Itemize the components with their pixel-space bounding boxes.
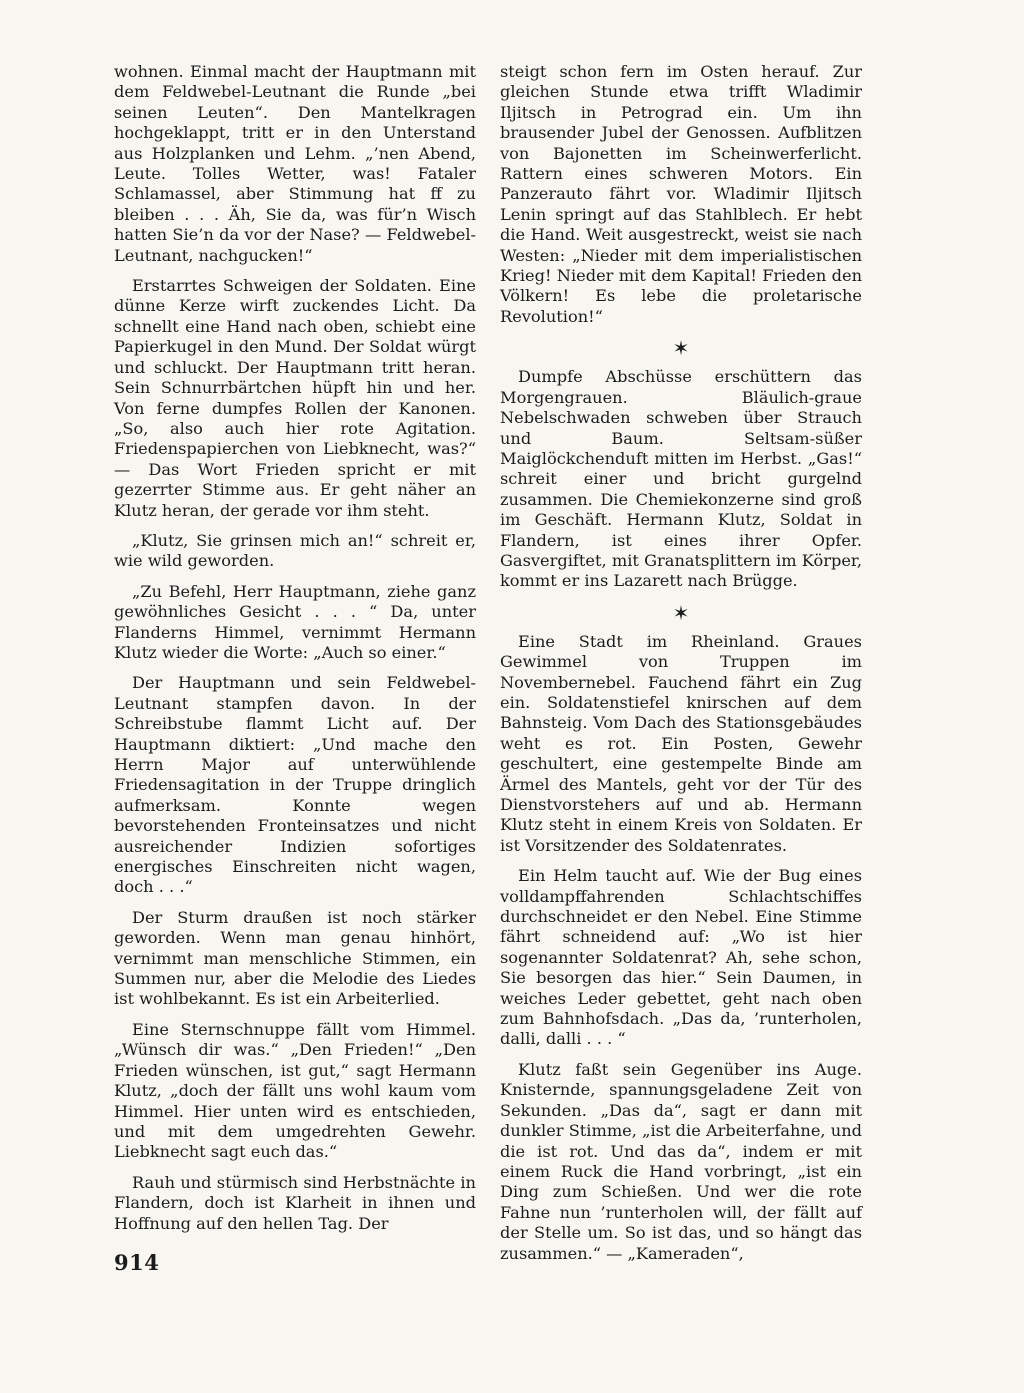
paragraph: Ein Helm taucht auf. Wie der Bug eines volldampffahrenden Schlachtschiffes durchschneidet er den Nebel. Eine Stimme fährt schneidend auf: „Wo ist hier sogenannter Soldatenrat? Ah, sehe schon, Sie besorgen das hier.“ Sein Daumen, in weiches Leder gebettet, geht nach oben zum Bahnhofsdach. „Das da, ’runterholen, dalli, dalli . . . “ [500,866,862,1049]
left-column [114,62,476,1234]
paragraph: „Zu Befehl, Herr Hauptmann, ziehe ganz gewöhnliches Gesicht . . . “ Da, unter Flanderns Himmel, vernimmt Hermann Klutz wieder die Worte: „Auch so einer.“ [114,581,476,662]
paragraph: Der Hauptmann und sein Feldwebel-Leutnant stampfen davon. In der Schreibstube flammt Licht auf. Der Hauptmann diktiert: „Und mache den Herrn Major auf unterwühlende Friedensagitation in der Truppe dringlich aufmerksam. Konnte wegen bevorstehenden Fronteinsatzes und nicht ausreichender Indizien sofortiges energisches Einschreiten nicht wagen, doch . . .“ [114,673,476,897]
section-separator-star: ✶ [672,600,690,625]
page-number: 914 [114,1250,160,1275]
paragraph: „Klutz, Sie grinsen mich an!“ schreit er, wie wild geworden. [114,530,476,571]
section-separator-star: ✶ [672,336,690,361]
paragraph: Dumpfe Abschüsse erschüttern das Morgengrauen. Bläulich-graue Nebelschwaden schweben über Strauch und Baum. Seltsam-süßer Maiglöckchenduft mitten im Herbst. „Gas!“ schreit einer und bricht gurgelnd zusammen. Die Chemiekonzerne sind groß im Geschäft. Hermann Klutz, Soldat in Flandern, ist eines ihrer Opfer. Gasvergiftet, mit Granatsplittern im Körper, kommt er ins Lazarett nach Brügge. [500,367,862,591]
paragraph: Klutz faßt sein Gegenüber ins Auge. Knisternde, spannungsgeladene Zeit von Sekunden. „Das da“, sagt er dann mit dunkler Stimme, „ist die Arbeiterfahne, und die ist rot. Und das da“, indem er mit einem Ruck die Hand vorbringt, „ist ein Ding zum Schießen. Und wer die rote Fahne nun ’runterholen will, der fällt auf der Stelle um. So ist das, und so hängt das zusammen.“ — „Kameraden“, [500,1059,862,1263]
paragraph: Eine Sternschnuppe fällt vom Himmel. „Wünsch dir was.“ „Den Frieden!“ „Den Frieden wünschen, ist gut,“ sagt Hermann Klutz, „doch der fällt uns wohl kaum vom Himmel. Hier unten wird es entschieden, und mit dem umgedrehten Gewehr. Liebknecht sagt euch das.“ [114,1019,476,1162]
right-column [500,62,862,1264]
paragraph: steigt schon fern im Osten herauf. Zur gleichen Stunde etwa trifft Wladimir Iljitsch in Petrograd ein. Um ihn brausender Jubel der Genossen. Aufblitzen von Bajonetten im Scheinwerferlicht. Rattern eines schweren Motors. Ein Panzerauto fährt vor. Wladimir Iljitsch Lenin springt auf das Stahlblech. Er hebt die Hand. Weit ausgestreckt, weist sie nach Westen: „Nieder mit dem imperialistischen Krieg! Nieder mit dem Kapital! Frieden den Völkern! Es lebe die proletarische Revolution!“ [500,62,862,326]
paragraph: Eine Stadt im Rheinland. Graues Gewimmel von Truppen im Novembernebel. Fauchend fährt ein Zug ein. Soldatenstiefel knirschen auf dem Bahnsteig. Vom Dach des Stationsgebäudes weht es rot. Ein Posten, Gewehr geschultert, eine gestempelte Binde am Ärmel des Mantels, geht vor der Tür des Dienstvorstehers auf und ab. Hermann Klutz steht in einem Kreis von Soldaten. Er ist Vorsitzender des Soldatenrates. [500,631,862,855]
paragraph: wohnen. Einmal macht der Hauptmann mit dem Feldwebel-Leutnant die Runde „bei seinen Leuten“. Den Mantelkragen hochgeklappt, tritt er in den Unterstand aus Holzplanken und Lehm. „’nen Abend, Leute. Tolles Wetter, was! Fataler Schlamassel, aber Stimmung hat ff zu bleiben . . . Äh, Sie da, was für’n Wisch hatten Sie’n da vor der Nase? — Feldwebel-Leutnant, nachgucken!“ [114,62,476,265]
paragraph: Rauh und stürmisch sind Herbstnächte in Flandern, doch ist Klarheit in ihnen und Hoffnung auf den hellen Tag. Der [114,1172,476,1233]
paragraph: Der Sturm draußen ist noch stärker geworden. Wenn man genau hinhört, vernimmt man menschliche Stimmen, ein Summen nur, aber die Melodie des Liedes ist wohlbekannt. Es ist ein Arbeiterlied. [114,907,476,1009]
paragraph: Erstarrtes Schweigen der Soldaten. Eine dünne Kerze wirft zuckendes Licht. Da schnellt eine Hand nach oben, schiebt eine Papierkugel in den Mund. Der Soldat würgt und schluckt. Der Hauptmann tritt heran. Sein Schnurrbärtchen hüpft hin und her. Von ferne dumpfes Rollen der Kanonen. „So, also auch hier rote Agitation. Friedenspapierchen von Liebknecht, was?“ — Das Wort Frieden spricht er mit gezerrter Stimme aus. Er geht näher an Klutz heran, der gerade vor ihm steht. [114,276,476,520]
